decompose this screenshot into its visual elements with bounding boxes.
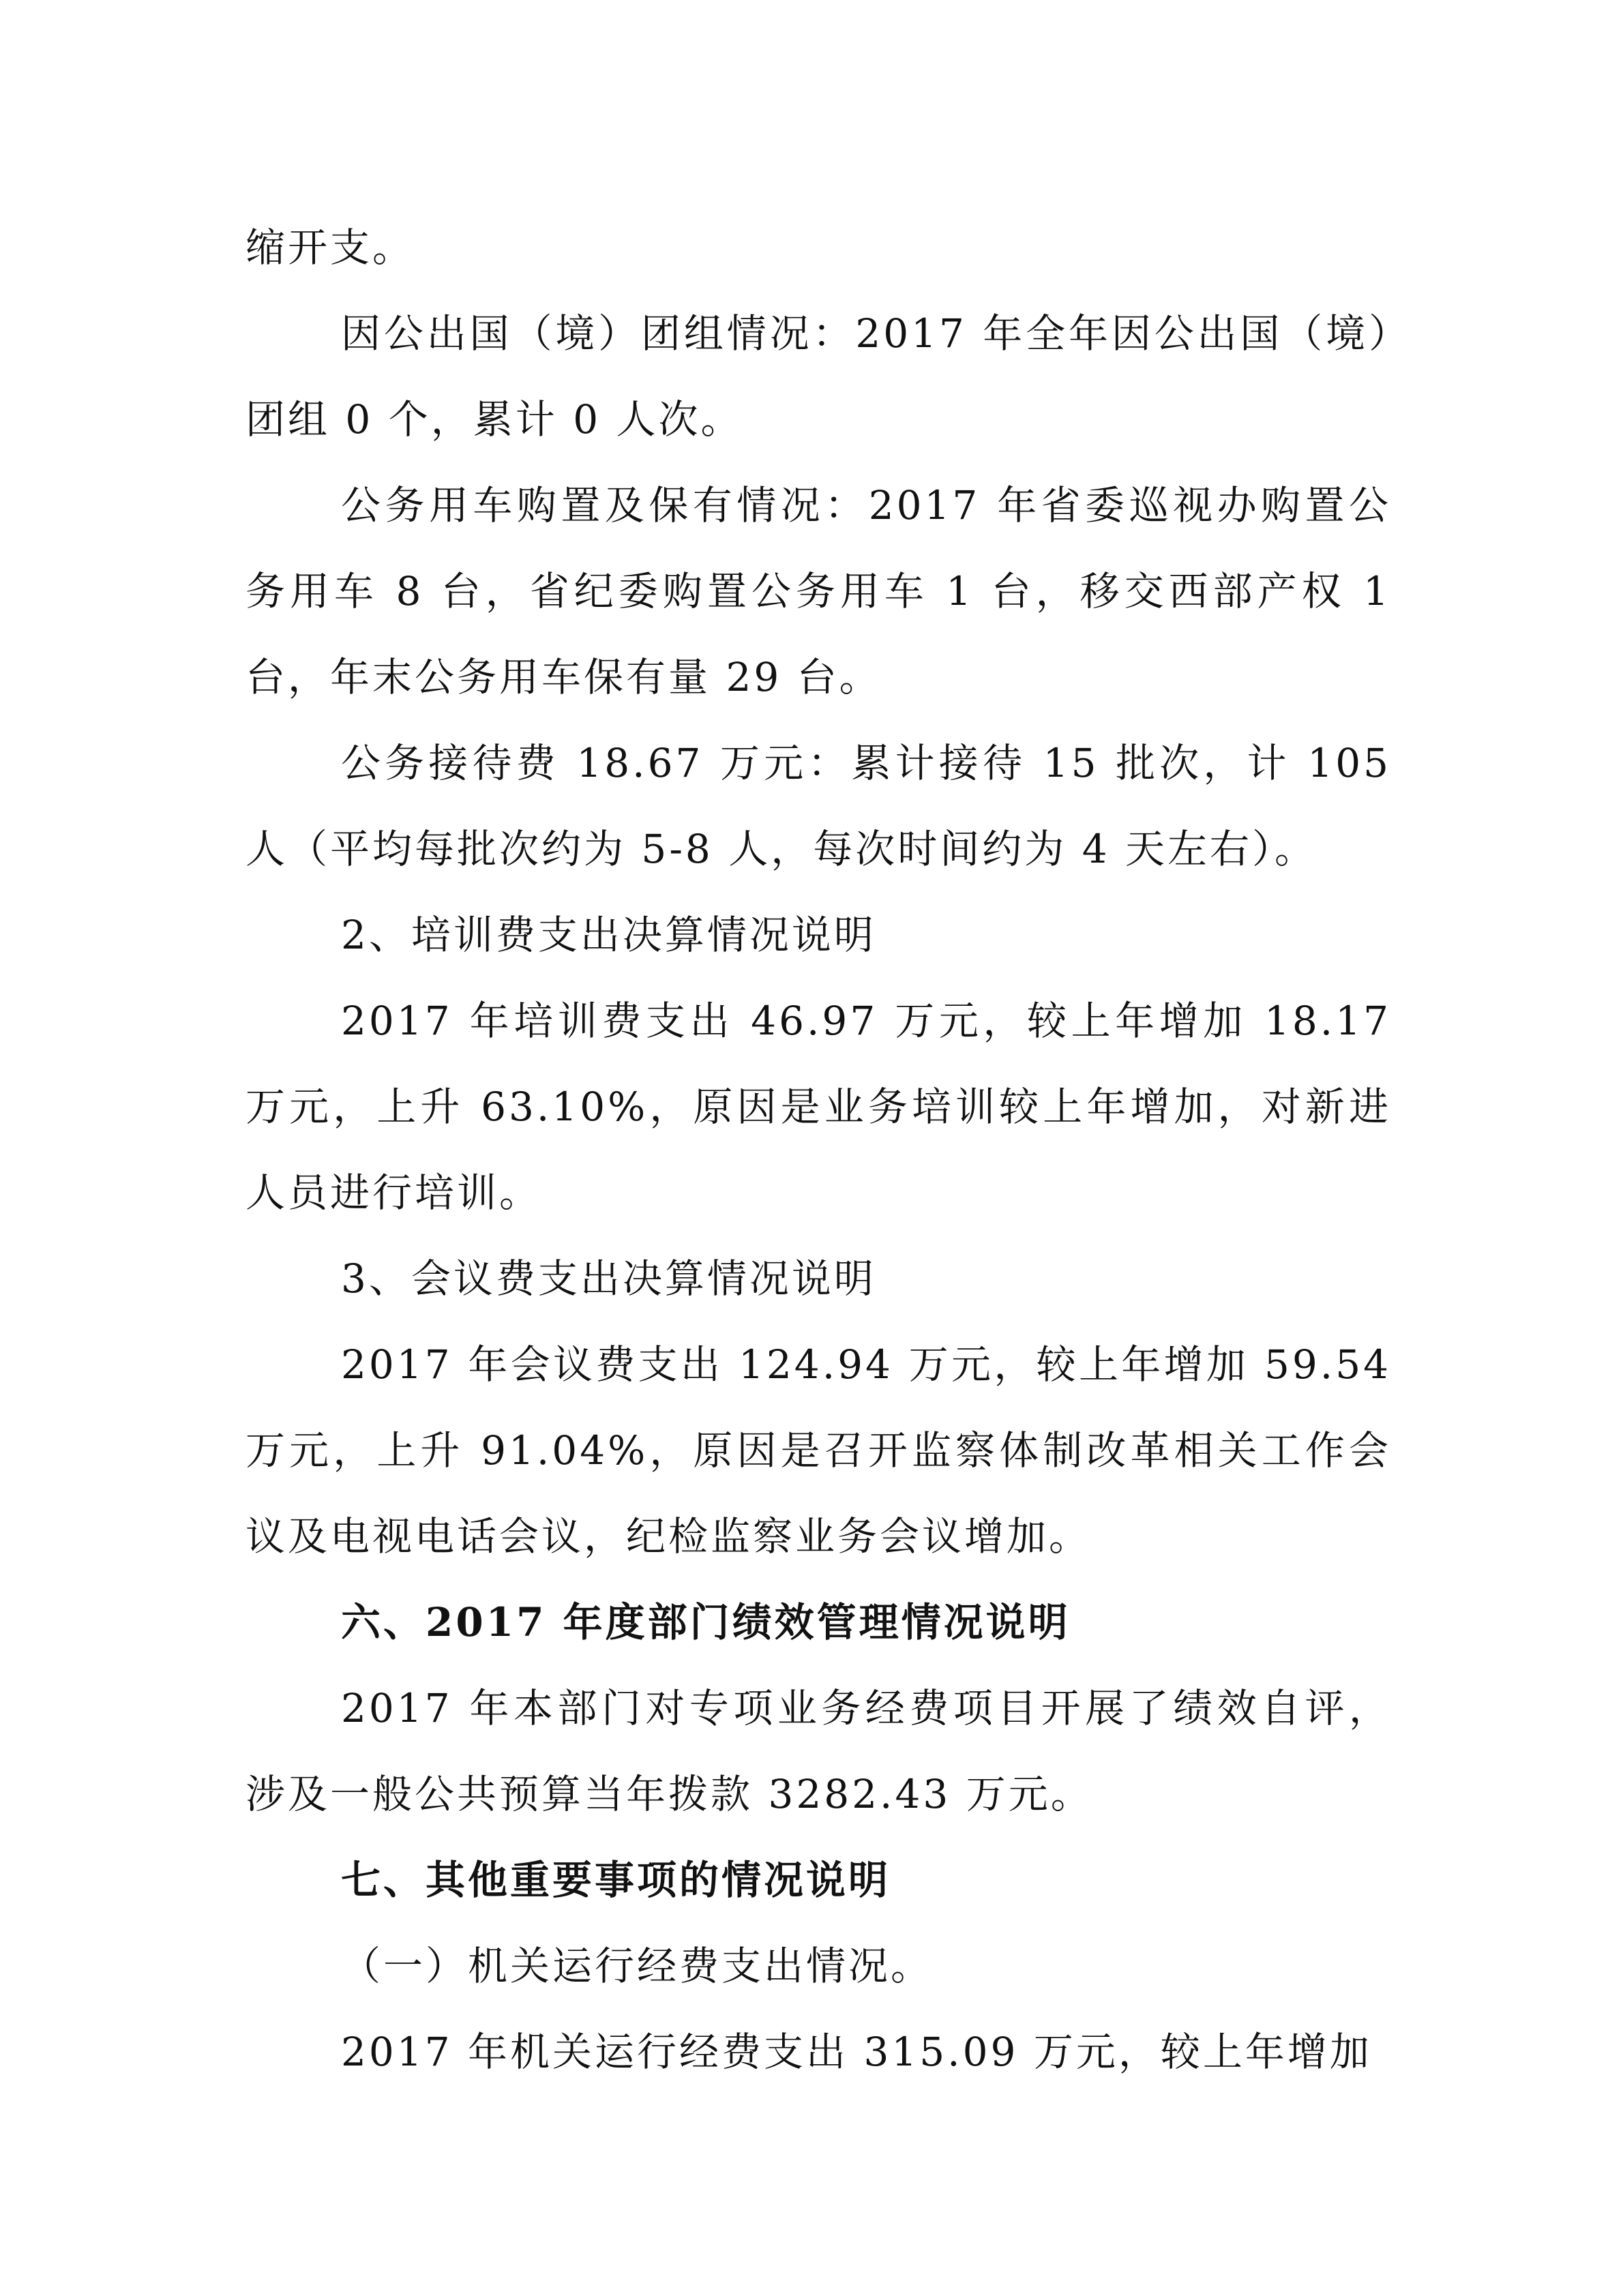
paragraph-overseas-delegations: 因公出国（境）团组情况：2017 年全年因公出国（境）团组 0 个，累计 0 人次。 [245, 310, 1391, 443]
paragraph-reception-fees: 公务接待费 18.67 万元：累计接待 15 批次，计 105 人（平均每批次约为 5-8 人，每次时间约为 4 天左右）。 [245, 740, 1391, 872]
paragraph-training-fees: 2017 年培训费支出 46.97 万元，较上年增加 18.17 万元，上升 63.10%，原因是业务培训较上年增加，对新进人员进行培训。 [245, 998, 1391, 1216]
paragraph-continuation: 缩开支。 [245, 224, 415, 271]
paragraph-meeting-fees: 2017 年会议费支出 124.94 万元，较上年增加 59.54 万元，上升 91.04%，原因是召开监察体制改革相关工作会议及电视电话会议，纪检监察业务会议增加。 [245, 1341, 1391, 1560]
subheading-operating-expenses: （一）机关运行经费支出情况。 [341, 1943, 934, 1989]
heading-section-six: 六、2017 年度部门绩效管理情况说明 [341, 1599, 1071, 1645]
paragraph-official-vehicles: 公务用车购置及保有情况：2017 年省委巡视办购置公务用车 8 台，省纪委购置公务用车 1 台，移交西部产权 1 台，年末公务用车保有量 29 台。 [245, 482, 1391, 700]
subheading-training-fees: 2、培训费支出决算情况说明 [341, 912, 876, 958]
heading-section-seven: 七、其他重要事项的情况说明 [341, 1857, 891, 1903]
document-body [245, 205, 1391, 2095]
paragraph-operating-expenses: 2017 年机关运行经费支出 315.09 万元，较上年增加 [341, 2029, 1372, 2075]
subheading-meeting-fees: 3、会议费支出决算情况说明 [341, 1255, 876, 1302]
paragraph-performance-evaluation: 2017 年本部门对专项业务经费项目开展了绩效自评，涉及一般公共预算当年拨款 3282.43 万元。 [245, 1685, 1391, 1817]
